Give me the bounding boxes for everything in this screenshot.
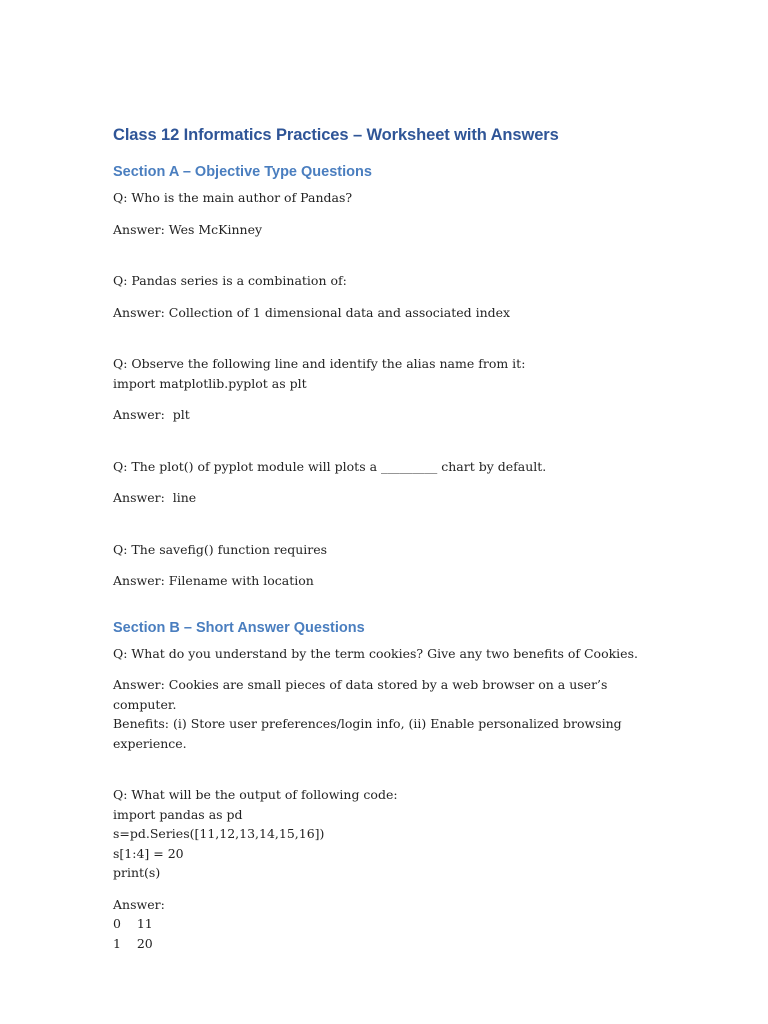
question-line: s=pd.Series([11,12,13,14,15,16]) [113,826,325,841]
answer-line: 1 20 [113,935,153,951]
answer-line: Answer: Filename with location [113,573,314,588]
answer-line: Answer: plt [113,407,190,422]
answer-line: Answer: Collection of 1 dimensional data and associated index [113,304,511,320]
question-line: Q: What do you understand by the term cookies? Give any two benefits of Cookies. [113,645,638,661]
question [113,188,673,208]
question [113,540,673,560]
question-line: Q: Pandas series is a combination of: [113,273,347,288]
question [113,457,673,477]
section-a-heading: Section A – Objective Type Questions [113,164,372,180]
section-b-items [113,644,673,954]
answer-line: Answer: Cookies are small pieces of data stored by a web browser on a user’s computer. [113,677,612,712]
question-line: print(s) [113,865,161,880]
answer [113,488,673,508]
question [113,271,673,291]
question-line: Q: Who is the main author of Pandas? [113,190,353,205]
answer [113,220,673,240]
answer-line: Answer: [113,896,165,912]
answer [113,571,673,591]
section-a-items [113,188,673,591]
answer [113,675,673,753]
worksheet-page [113,124,673,985]
section-b-heading: Section B – Short Answer Questions [113,619,365,636]
answer-line: experience. [113,735,187,751]
question-line: import pandas as pd [113,806,243,822]
answer-line: Benefits: (i) Store user preferences/login info, (ii) Enable personalized browsing [113,716,622,731]
question-line: s[1:4] = 20 [113,845,184,861]
question-line: import matplotlib.pyplot as plt [113,375,307,391]
answer [113,303,673,323]
answer-line: 0 11 [113,916,153,931]
question [113,644,673,664]
question [113,354,673,393]
document-title: Class 12 Informatics Practices – Worksheet with Answers [113,126,559,144]
answer [113,405,673,425]
question-line: Q: What will be the output of following code: [113,787,398,802]
question-line: Q: Observe the following line and identify the alias name from it: [113,356,526,371]
question-line: Q: The savefig() function requires [113,541,328,557]
question-line: Q: The plot() of pyplot module will plots a _________ chart by default. [113,458,547,474]
question [113,785,673,883]
answer [113,895,673,954]
answer-line: Answer: Wes McKinney [113,221,263,237]
answer-line: Answer: line [113,490,197,505]
